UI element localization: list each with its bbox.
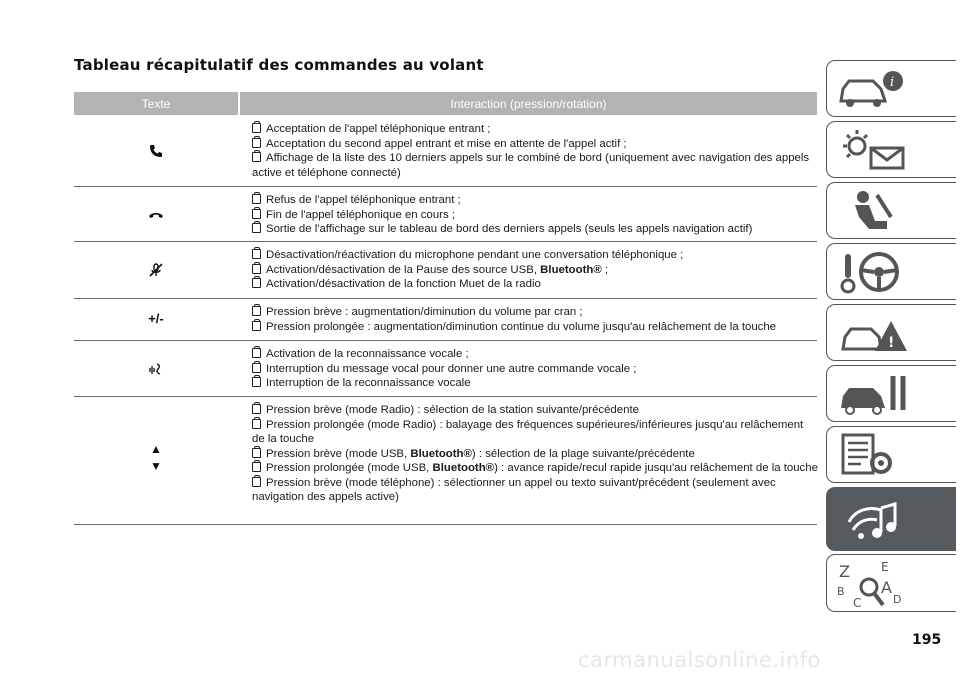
row-description: Acceptation de l'appel téléphonique entrant ; Acceptation du second appel entrant et mise en attente de l'appel actif ; Affichage de la liste des 10 derniers appels sur le combiné de bord (uniquement avec navigation des appels active et téléphone connecté) [252,123,810,179]
table-row [74,396,817,525]
multimedia-icon [835,492,915,548]
bullet-icon [252,223,261,233]
svg-text:D: D [893,593,902,606]
bullet-icon [252,363,261,373]
bullet-icon [252,462,261,472]
table-row [74,298,817,341]
tab-multimedia[interactable] [826,487,956,551]
bullet-icon [252,419,261,429]
svg-text:i: i [890,75,895,90]
mute-icon [74,261,238,279]
row-description: Pression brève : augmentation/diminution du volume par cran ; Pression prolongée : augmentation/diminution continue du volume jusqu'au relâchement de la touche [252,305,818,334]
svg-text:E: E [881,560,889,574]
column-header-text: Texte [74,92,238,115]
dashboard-lights-icon [835,126,915,174]
bluetooth-label: Bluetooth® [432,462,495,474]
tab-car-maintenance[interactable] [826,365,956,422]
bullet-icon [252,138,261,148]
column-header-interaction: Interaction (pression/rotation) [240,92,817,115]
up-down-arrows [74,440,238,476]
row-description: Désactivation/réactivation du microphone pendant une conversation téléphonique ; Activation/désactivation de la Pause des source USB, Bluetooth® ; Activation/désactivation de la fonction Muet de la radio [252,248,818,292]
bullet-icon [252,348,261,358]
tab-seat-safety[interactable] [826,182,956,239]
index-icon [835,559,915,613]
tab-steering-key[interactable] [826,243,956,300]
bullet-icon [252,321,261,331]
watermark-text: carmanualsonline.info [578,648,821,672]
bullet-icon [252,152,261,162]
bullet-icon [252,448,261,458]
bullet-icon [252,404,261,414]
volume-symbol: +/- [148,310,164,326]
tab-technical-data[interactable] [826,426,956,483]
page-title: Tableau récapitulatif des commandes au volant [74,56,484,74]
svg-text:!: ! [888,335,895,351]
page-number: 195 [912,632,942,648]
bullet-icon [252,377,261,387]
bullet-icon [252,209,261,219]
phone-hangup-icon [74,207,238,223]
tab-car-info[interactable] [826,60,956,117]
car-maintenance-icon [835,370,915,418]
bullet-icon [252,249,261,259]
tab-dashboard-lights[interactable] [826,121,956,178]
table-row [74,115,817,187]
svg-text:C: C [853,596,862,610]
row-description: Pression brève (mode Radio) : sélection de la station suivante/précédente Pression prolongée (mode Radio) : balayage des fréquences supérieures/inférieures jusqu'au relâchement de la touche Pression brève (mode USB, Bluetooth®) : sélection de la plage suivante/précédente Pression prolongée (mode USB, Bluetooth®) : avance rapide/recul rapide jusqu'au relâchement de la touche Pression brève (mode téléphone) : sélectionner un appel ou texto suivant/précédent (seulement avec navigation des appels active) [252,404,818,503]
svg-text:Z: Z [839,562,850,581]
steering-key-icon [835,248,905,298]
svg-text:B: B [837,585,845,598]
row-description: Refus de l'appel téléphonique entrant ; Fin de l'appel téléphonique en cours ; Sortie de l'affichage sur le tableau de bord des derniers appels (seuls les appels navigation actif) [252,193,818,237]
bluetooth-label: Bluetooth® [540,263,602,276]
voice-command-icon [74,360,238,378]
bullet-icon [252,477,261,487]
bluetooth-label: Bluetooth® [410,447,472,460]
table-row [74,241,817,299]
technical-data-icon [835,431,905,479]
bullet-icon [252,264,261,274]
phone-answer-icon [74,141,238,161]
bullet-icon [252,278,261,288]
arrow-up-icon: ▲ [150,442,162,456]
arrow-down-icon: ▼ [150,459,162,473]
tab-index[interactable] [826,554,956,612]
seat-safety-icon [835,187,905,235]
bullet-icon [252,306,261,316]
row-description: Activation de la reconnaissance vocale ; Interruption du message vocal pour donner une autre commande vocale ; Interruption de la reconnaissance vocale [252,347,818,391]
bullet-icon [252,123,261,133]
car-info-icon [835,65,905,113]
bullet-icon [252,194,261,204]
car-breakdown-icon [835,309,915,357]
table-row [74,186,817,242]
svg-text:A: A [881,578,892,597]
tab-car-breakdown[interactable] [826,304,956,361]
table-row [74,340,817,397]
